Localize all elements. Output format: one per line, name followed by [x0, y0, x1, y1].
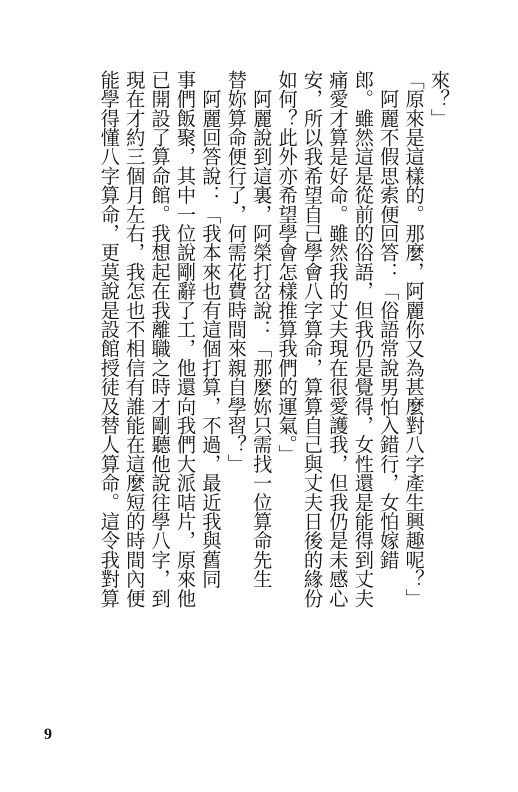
- text-column: 阿麗說到這裏，阿榮打岔說：「那麼妳只需找一位算命先生: [250, 70, 274, 589]
- text-column: 痛愛才算是好命。雖然我的丈夫現在很愛護我，但我仍是未感心: [326, 70, 350, 608]
- text-column: 事們飯聚，其中一位說剛辭了工，他還向我們大派咭片，原來他: [174, 70, 197, 608]
- text-column: 替妳算命便行了，何需花費時間來親自學習？」: [224, 70, 248, 474]
- text-column: 已開設了算命館。我想起在我離職之時才剛聽他說往學八字，到: [148, 70, 172, 608]
- text-column: 阿麗回答說：「我本來也有這個打算，不過，最近我與舊同: [199, 70, 223, 589]
- text-column: 能學得懂八字算命，更莫說是設館授徒及替人算命。這令我對算: [97, 70, 121, 608]
- text-column: 現在才約三個月左右，我怎也不相信有誰能在這麼短的時間內便: [123, 70, 147, 608]
- text-column: 「原來是這樣的。那麼，阿麗你又為甚麼對八字產生興趣呢？」: [402, 70, 426, 608]
- text-column: 來？」: [428, 70, 451, 128]
- text-column: 阿麗不假思索便回答：「俗語常說男怕入錯行，女怕嫁錯: [377, 70, 401, 570]
- text-column: 如何？此外亦希望學會怎樣推算我們的運氣。」: [275, 70, 299, 464]
- text-column: 安，所以我希望自己學會八字算命，算算自己與丈夫日後的緣份: [301, 70, 324, 608]
- page-number: 9: [44, 726, 52, 743]
- text-column: 郎。雖然這是從前的俗語，但我仍是覺得，女性還是能得到丈夫: [351, 70, 375, 608]
